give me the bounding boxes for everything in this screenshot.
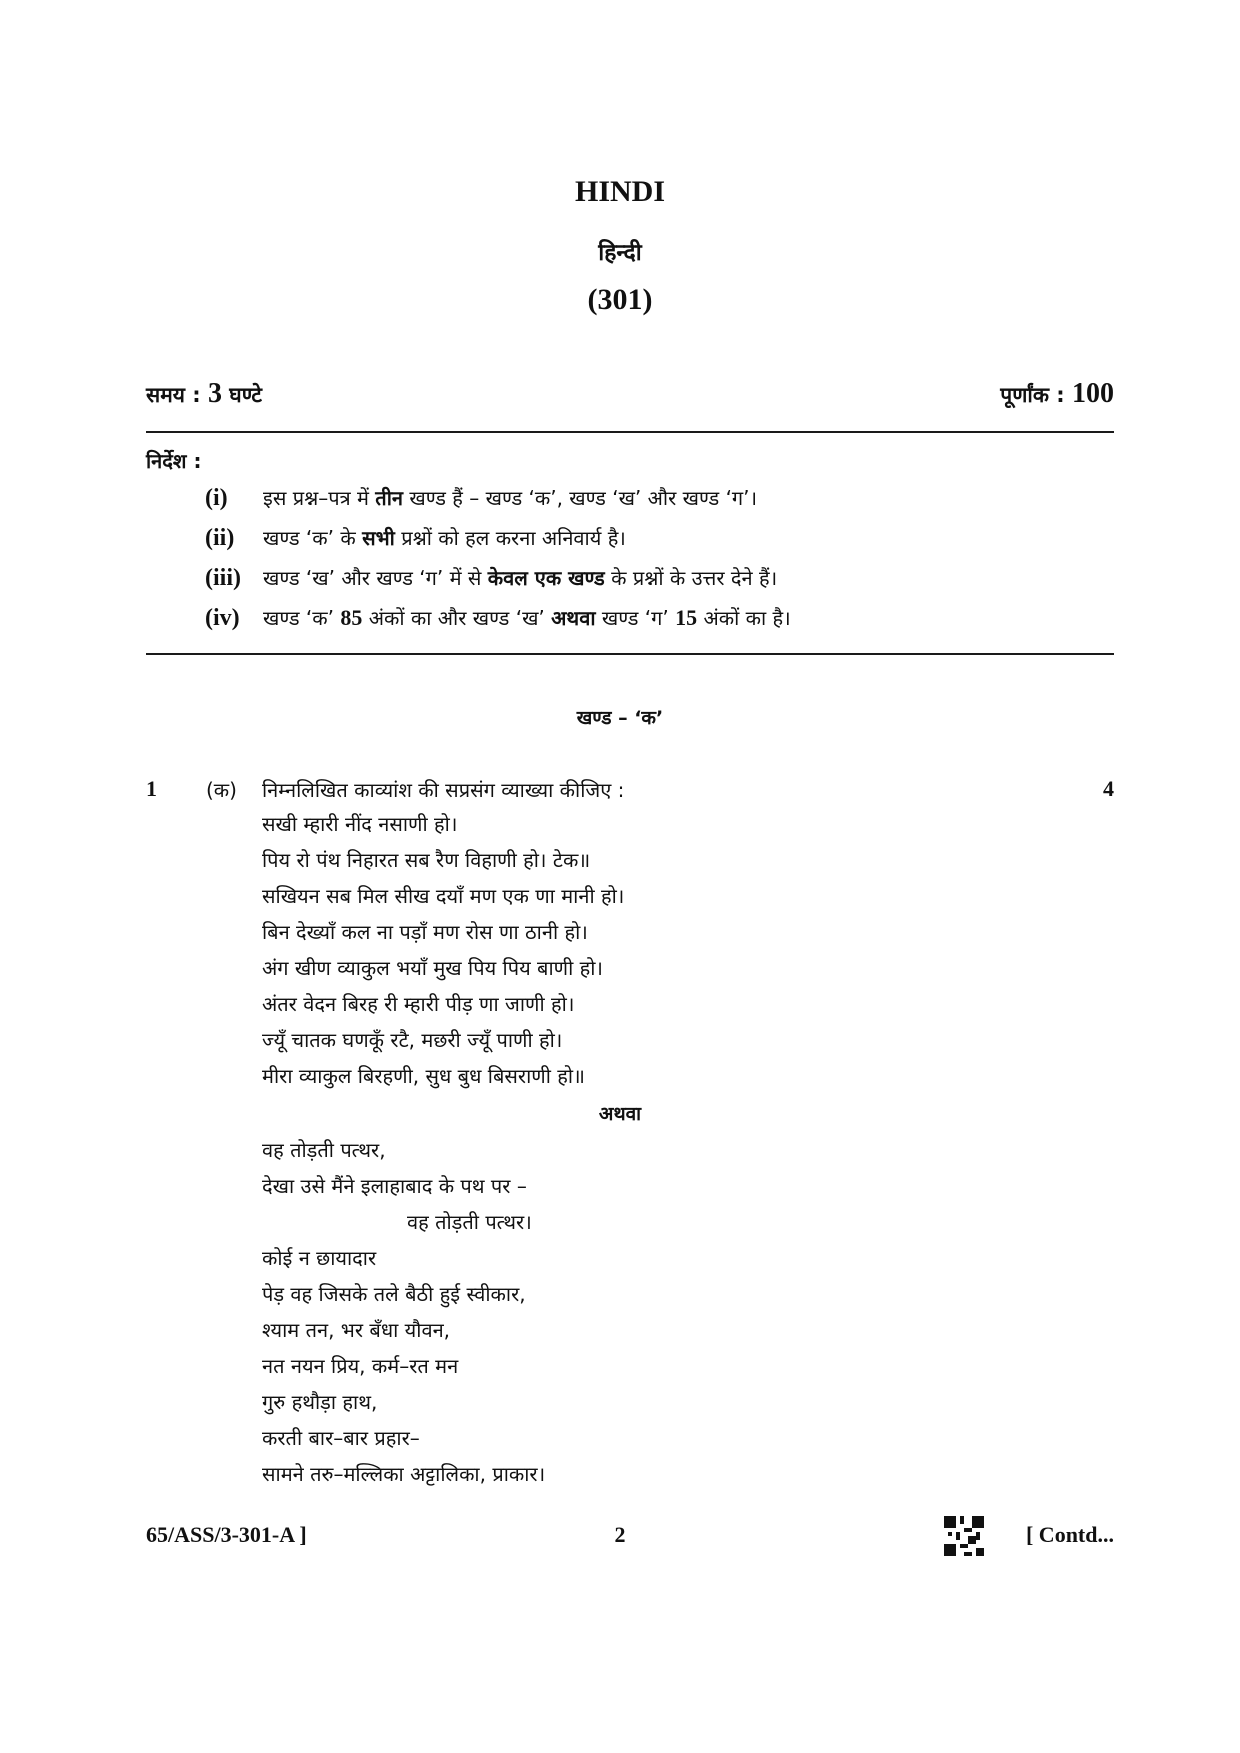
qr-code-icon	[944, 1516, 984, 1556]
question-marks: 4	[1103, 776, 1114, 801]
instruction-emphasis: केवल एक खण्ड	[487, 566, 605, 590]
instruction-number: (i)	[205, 485, 228, 511]
instruction-text: इस प्रश्न–पत्र में	[263, 486, 376, 510]
poem-line: सखियन सब मिल सीख दयाँ मण एक णा मानी हो।	[262, 884, 625, 908]
page-number: 2	[614, 1522, 626, 1547]
maximum-marks: पूर्णांक : 100	[1000, 378, 1114, 409]
poem-line: अंग खीण व्याकुल भयाँ मुख पिय पिय बाणी हो।	[262, 956, 603, 980]
poem-line: करती बार–बार प्रहार–	[262, 1426, 420, 1450]
instruction-emphasis: तीन	[375, 486, 403, 510]
instruction-text: अंकों का है।	[697, 606, 791, 630]
poem-meera	[262, 806, 624, 1094]
continued-label: [ Contd...	[1025, 1522, 1114, 1547]
bottom-divider	[146, 653, 1114, 655]
poem-line: नत नयन प्रिय, कर्म–रत मन	[262, 1354, 459, 1378]
poem-line: मीरा व्याकुल बिरहणी, सुध बुध बिसराणी हो॥	[262, 1064, 586, 1088]
instruction-emphasis: अथवा	[551, 606, 596, 630]
instruction-item	[205, 604, 791, 632]
poem-line: वह तोड़ती पत्थर।	[407, 1210, 532, 1234]
instruction-text: के प्रश्नों के उत्तर देने हैं।	[604, 566, 778, 590]
top-divider	[146, 431, 1114, 433]
instruction-emphasis: 85	[340, 605, 363, 630]
marks-label: पूर्णांक	[1000, 383, 1049, 407]
question-number: 1	[146, 776, 157, 801]
poem-line: सामने तरु–मल्लिका अट्टालिका, प्राकार।	[262, 1462, 546, 1486]
instruction-emphasis: 15	[675, 605, 698, 630]
poem-line: वह तोड़ती पत्थर,	[262, 1138, 386, 1162]
instruction-text: खण्ड ‘ग’	[595, 606, 676, 630]
instruction-text: खण्ड ‘क’ के	[263, 526, 363, 550]
time-unit: घण्टे	[229, 383, 263, 407]
instruction-text: अंकों का और खण्ड ‘ख’	[362, 606, 552, 630]
instruction-text: खण्ड ‘क’	[263, 606, 341, 630]
poem-line: अंतर वेदन बिरह री म्हारी पीड़ णा जाणी हो।	[262, 992, 575, 1016]
poem-line: बिन देख्याँ कल ना पड़ाँ मण रोस णा ठानी हो।	[262, 920, 588, 944]
instruction-emphasis: सभी	[362, 526, 395, 550]
instructions-heading: निर्देश :	[146, 449, 202, 473]
poem-line: देखा उसे मैंने इलाहाबाद के पथ पर –	[262, 1174, 527, 1198]
poem-line: पिय रो पंथ निहारत सब रैण विहाणी हो। टेक॥	[262, 848, 591, 872]
poem-line: गुरु हथौड़ा हाथ,	[262, 1390, 378, 1414]
instruction-number: (iii)	[205, 565, 241, 591]
paper-code: 65/ASS/3-301-A ]	[146, 1522, 307, 1547]
instruction-number: (ii)	[205, 525, 235, 551]
instruction-text: खण्ड हैं – खण्ड ‘क’, खण्ड ‘ख’ और खण्ड ‘ग’।	[402, 486, 758, 510]
poem-line: श्याम तन, भर बँधा यौवन,	[262, 1318, 451, 1342]
instruction-text: प्रश्नों को हल करना अनिवार्य है।	[394, 526, 626, 550]
instruction-text: खण्ड ‘ख’ और खण्ड ‘ग’ में से	[263, 566, 488, 590]
poem-line: पेड़ वह जिसके तले बैठी हुई स्वीकार,	[262, 1282, 526, 1306]
time-value: 3	[207, 378, 222, 409]
subject-title-english: HINDI	[574, 175, 665, 208]
instruction-item	[205, 524, 626, 552]
question-text: निम्नलिखित काव्यांश की सप्रसंग व्याख्या कीजिए :	[262, 778, 625, 802]
poem-line: सखी म्हारी नींद नसाणी हो।	[262, 812, 458, 836]
or-label: अथवा	[598, 1103, 642, 1125]
section-title: खण्ड – ‘क’	[576, 707, 664, 729]
poem-nirala	[262, 1132, 545, 1492]
subject-code: (301)	[587, 283, 653, 316]
time-label: समय	[146, 383, 185, 407]
instruction-item	[205, 484, 757, 512]
instruction-number: (iv)	[205, 605, 240, 631]
subject-title-hindi: हिन्दी	[598, 240, 642, 266]
marks-value: 100	[1072, 378, 1114, 409]
instruction-item	[205, 564, 777, 592]
time-allowed: समय : 3 घण्टे	[146, 378, 263, 409]
poem-line: ज्यूँ चातक घणकूँ रटै, मछरी ज्यूँ पाणी हो।	[262, 1028, 563, 1052]
poem-line: कोई न छायादार	[262, 1246, 377, 1270]
question-sub-label: (क)	[206, 778, 237, 802]
